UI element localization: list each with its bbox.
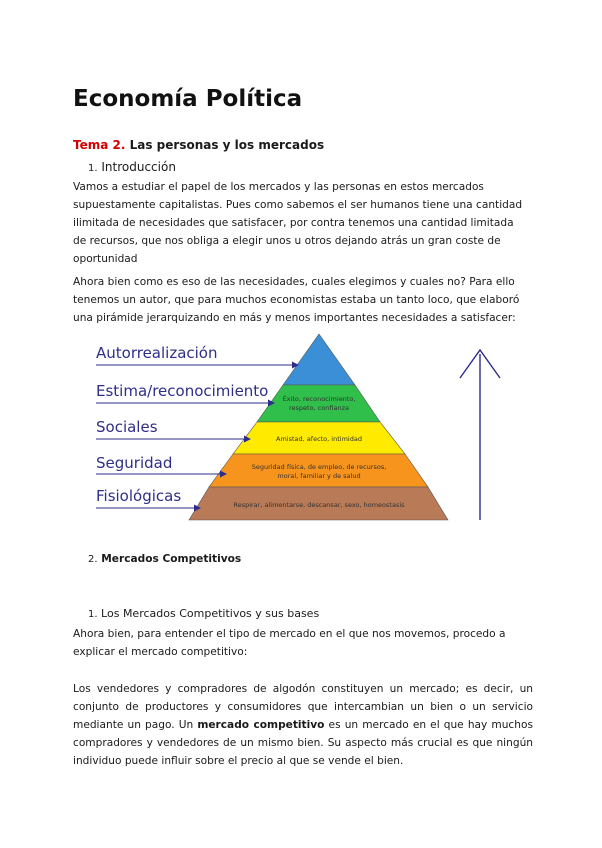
section-2-heading — [88, 553, 241, 565]
paragraph-line: supuestamente capitalistas. Pues como sabemos el ser humanos tiene una cantidad — [73, 199, 523, 211]
paragraph-line: tenemos un autor, que para muchos economistas estaba un tanto loco, que elaboró — [73, 294, 520, 306]
paragraph-line: oportunidad — [73, 253, 138, 265]
topic-text: Las personas y los mercados — [129, 138, 325, 152]
paragraph-line: de recursos, que nos obliga a elegir unos u otros dejando atrás un gran coste de — [73, 235, 501, 247]
paragraph-competitive-market — [73, 680, 533, 770]
topic-heading — [73, 138, 324, 152]
paragraph-needs — [73, 273, 533, 327]
tier-text-seguridad-2: moral, familiar y de salud — [277, 472, 361, 480]
paragraph-text-after: es un mercado en el que hay muchos compradores y vendedores de un mismo bien. Su aspecto más crucial es que ningún individuo puede influir sobre el precio al que se vende el bien. — [73, 719, 533, 767]
paragraph-line: explicar el mercado competitivo: — [73, 646, 248, 658]
section-2-number: 2. — [88, 554, 98, 565]
level-label-estima: Estima/reconocimiento — [96, 382, 269, 400]
paragraph-explain — [73, 625, 533, 661]
tier-text-seguridad-1: Seguridad física, de empleo, de recursos, — [251, 463, 387, 471]
tier-text-estima-1: Éxito, reconocimiento, — [282, 395, 356, 403]
tier-text-fisiologicas: Respirar, alimentarse, descansar, sexo, homeostasis — [233, 501, 405, 509]
topic-label: Tema 2. — [73, 138, 126, 152]
maslow-pyramid-figure — [90, 332, 510, 527]
page-title: Economía Política — [73, 86, 303, 112]
tier-text-estima-2: respeto, confianza — [289, 404, 349, 412]
paragraph-line: Ahora bien, para entender el tipo de mercado en el que nos movemos, procedo a — [73, 628, 506, 640]
bold-term-mercado-competitivo: mercado competitivo — [197, 719, 325, 731]
level-label-autorrealizacion: Autorrealización — [96, 344, 218, 362]
paragraph-text-before: Los vendedores y compradores de algodón constituyen un mercado; es decir, un conjunto de productores y consumidores que intercambian un bien o un servicio mediante un pago. Un — [73, 683, 533, 731]
level-label-sociales: Sociales — [96, 418, 158, 436]
level-label-fisiologicas: Fisiológicas — [96, 487, 182, 505]
section-1-heading — [88, 160, 176, 174]
hierarchy-up-arrow — [460, 350, 500, 520]
pyramid-tier-autorrealizacion — [283, 334, 355, 385]
paragraph-intro — [73, 178, 533, 268]
paragraph-line: una pirámide jerarquizando en más y menos importantes necesidades a satisfacer: — [73, 312, 516, 324]
subsection-number: 1. — [88, 609, 98, 620]
subsection-heading — [88, 607, 319, 620]
level-label-seguridad: Seguridad — [96, 454, 173, 472]
paragraph-line: Vamos a estudiar el papel de los mercados y las personas en estos mercados — [73, 181, 484, 193]
section-1-number: 1. — [88, 163, 98, 174]
paragraph-line: Ahora bien como es eso de las necesidades, cuales elegimos y cuales no? Para ello — [73, 276, 515, 288]
section-2-title: Mercados Competitivos — [101, 553, 242, 565]
section-1-title: Introducción — [101, 160, 176, 174]
tier-text-sociales: Amistad, afecto, intimidad — [276, 435, 362, 443]
paragraph-line: ilimitada de necesidades que satisfacer, por contra tenemos una cantidad limitada — [73, 217, 514, 229]
subsection-title: Los Mercados Competitivos y sus bases — [101, 607, 320, 620]
